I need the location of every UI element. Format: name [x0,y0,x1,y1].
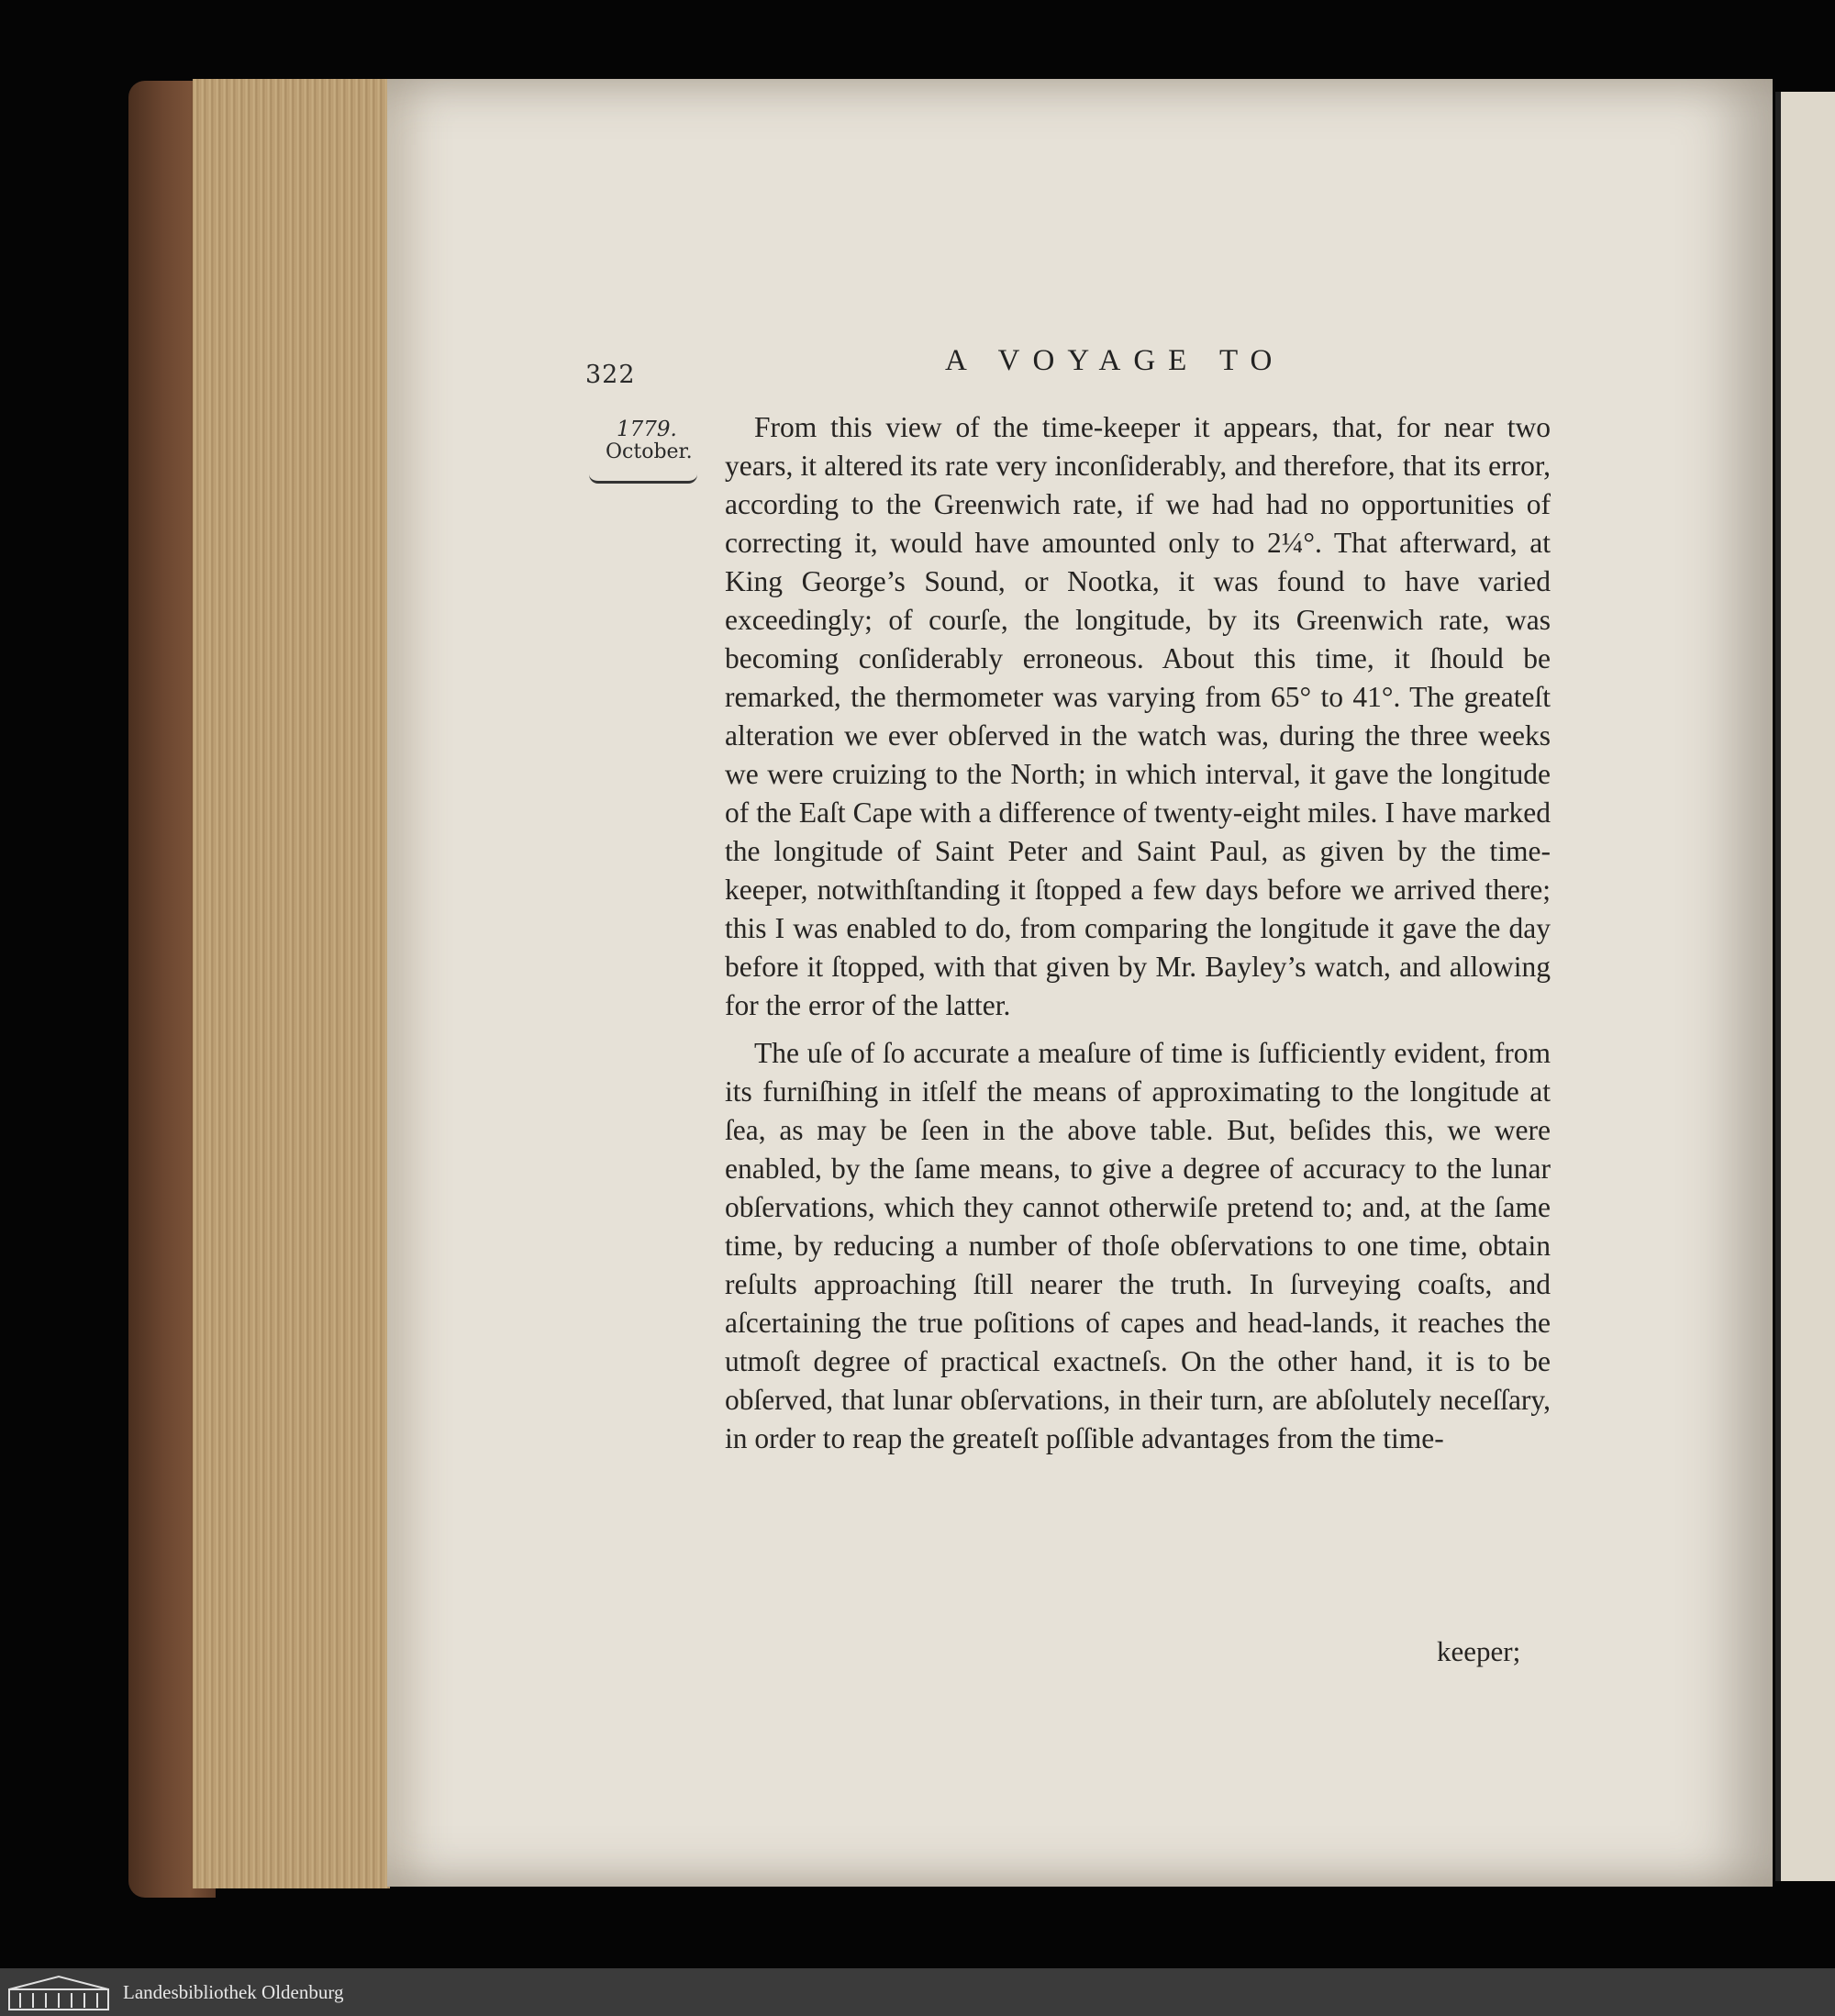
page-number: 322 [585,361,636,389]
margin-brace [589,468,697,484]
page-edges [193,79,390,1888]
facing-page-edge [1775,92,1835,1881]
running-head: A VOYAGE TO [945,344,1285,377]
library-building-logo-icon [7,1973,110,2011]
paragraph: From this view of the time-keeper it appears, that, for near two years, it altered its rate very inconſiderably, and therefore, that its error, according to the Greenwich rate, if we had had no opportunities of correcting it, would have amounted only to 2¼°. That afterward, at King George’s Sound, or Nootka, it was found to have varied exceedingly; of courſe, the longitude, by its Greenwich rate, was becoming conſiderably erroneous. About this time, it ſhould be remarked, the thermometer was varying from 65° to 41°. The greateſt alteration we ever obſerved in the watch was, during the three weeks we were cruizing to the North; in which interval, it gave the longitude of the Eaſt Cape with a difference of twenty-eight miles. I have marked the longitude of Saint Peter and Saint Paul, as given by the time-keeper, notwithſtanding it ſtopped a few days before we arrived there; this I was enabled to do, from comparing the longitude it gave the day before it ſtopped, with that given by Mr. Bayley’s watch, and allowing for the error of the latter. [725,411,1551,1021]
library-name[interactable]: Landesbibliothek Oldenburg [123,1981,344,2003]
paragraph: The uſe of ſo accurate a meaſure of time is ſufficiently evident, from its furniſhing in itſelf the means of approximating to the longitude at ſea, as may be ſeen in the above table. But, beſides this, we were enabled, by the ſame means, to give a degree of accuracy to the lunar obſervations, which they cannot otherwiſe pretend to; and, at the ſame time, by reducing a number of thoſe obſervations to one time, obtain reſults approaching ſtill nearer the truth. In ſurveying coaſts, and aſcertaining the true poſitions of capes and head-lands, it reaches the utmoſt degree of practical exactneſs. On the other hand, it is to be obſerved, that lunar obſervations, in their turn, are abſolutely neceſſary, in order to reap the greateſt poſſible advantages from the time- [725,1037,1551,1454]
margin-note-year: 1779. [617,418,677,441]
margin-note-month: October. [606,440,693,463]
body-text [725,408,1551,1467]
catchword: keeper; [1437,1635,1521,1667]
